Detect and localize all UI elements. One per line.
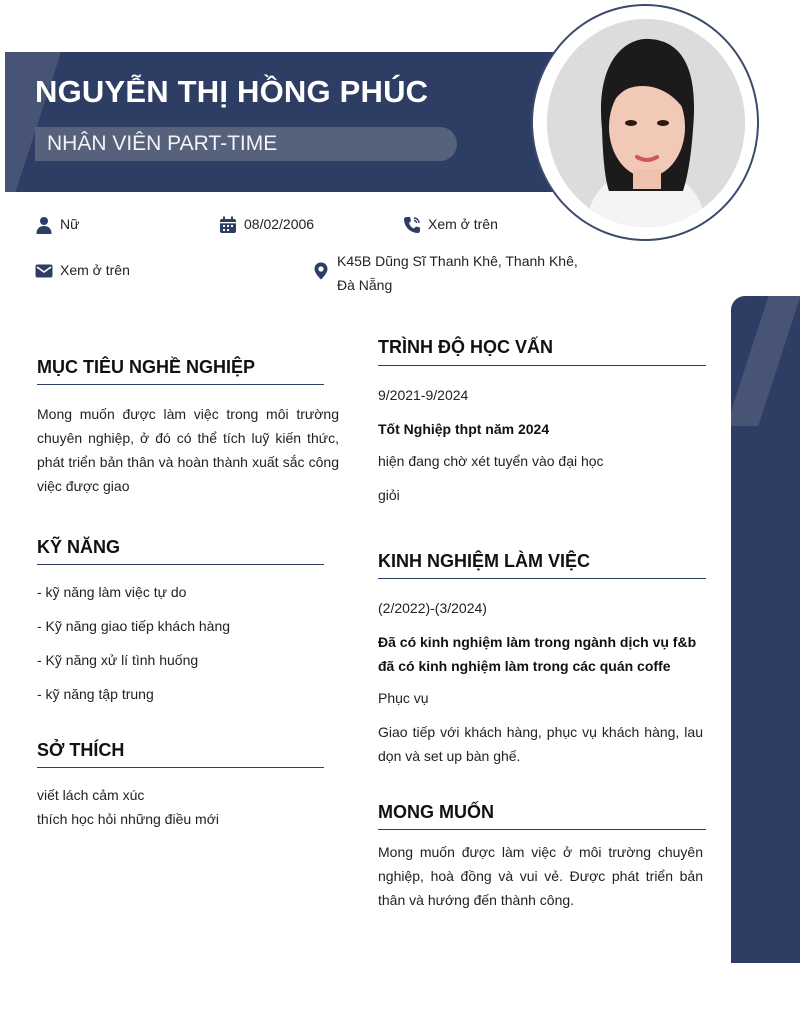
experience-headline: Đã có kinh nghiệm làm trong ngành dịch vụ f&b	[378, 634, 697, 650]
candidate-name: NGUYỄN THỊ HỒNG PHÚC	[35, 74, 429, 109]
person-icon	[35, 216, 53, 234]
hobby-item: viết lách cảm xúc	[37, 787, 145, 803]
contact-address	[312, 252, 587, 297]
calendar-icon	[219, 216, 237, 234]
contact-gender	[35, 215, 79, 236]
contact-email[interactable]	[35, 261, 130, 282]
experience-period: (2/2022)-(3/2024)	[378, 600, 487, 616]
skill-item: - Kỹ năng giao tiếp khách hàng	[37, 618, 231, 634]
phone-icon	[403, 216, 421, 234]
education-grade: giỏi	[378, 487, 400, 503]
education-degree: Tốt Nghiệp thpt năm 2024	[378, 421, 550, 437]
education-title: TRÌNH ĐỘ HỌC VẤN	[378, 337, 553, 357]
education-period: 9/2021-9/2024	[378, 387, 469, 403]
objective-text: Mong muốn được làm việc trong môi trường chuyên nghiệp, ở đó có thể tích luỹ kiến thức, phát triển bản thân và hoàn thành xuất sắc công việc được giao	[37, 406, 339, 494]
banner-decoration	[5, 52, 67, 192]
experience-divider	[378, 578, 706, 579]
contact-phone[interactable]	[403, 215, 498, 236]
skill-item: - kỹ năng làm việc tự do	[37, 584, 187, 600]
job-title: NHÂN VIÊN PART-TIME	[47, 132, 278, 155]
side-bar-decoration	[731, 296, 800, 426]
profile-photo	[547, 19, 745, 227]
birthday-text: 08/02/2006	[244, 216, 315, 232]
experience-description: Giao tiếp với khách hàng, phục vụ khách hàng, lau dọn và set up bàn ghế.	[378, 724, 703, 764]
aspiration-divider	[378, 829, 706, 830]
envelope-icon	[35, 262, 53, 280]
hobby-item: thích học hỏi những điều mới	[37, 811, 219, 827]
address-line-1: K45B Dũng Sĩ Thanh Khê, Thanh Khê,	[337, 253, 578, 269]
experience-position: Phục vụ	[378, 690, 429, 706]
phone-text: Xem ở trên	[428, 216, 498, 232]
education-status: hiện đang chờ xét tuyển vào đại học	[378, 453, 604, 469]
experience-title: KINH NGHIỆM LÀM VIỆC	[378, 551, 591, 571]
aspiration-text: Mong muốn được làm việc ở môi trường chuyên nghiệp, hoà đồng và vui vẻ. Được phát triển bản thân và hướng đến thành công.	[378, 844, 703, 908]
contact-birthday	[219, 215, 314, 236]
skill-item: - kỹ năng tập trung	[37, 686, 154, 702]
location-pin-icon	[312, 262, 330, 280]
address-line-2: Đà Nẵng	[337, 277, 393, 293]
skills-title: KỸ NĂNG	[37, 537, 121, 557]
education-divider	[378, 365, 706, 366]
email-text: Xem ở trên	[60, 262, 130, 278]
aspiration-title: MONG MUỐN	[378, 802, 494, 822]
skills-divider	[37, 564, 324, 565]
gender-text: Nữ	[60, 216, 80, 232]
role-pill	[35, 127, 457, 161]
hobbies-title: SỞ THÍCH	[37, 740, 125, 760]
photo-frame	[531, 4, 759, 241]
skill-item: - Kỹ năng xử lí tình huống	[37, 652, 199, 668]
side-decoration-bar	[731, 296, 800, 963]
header-banner	[5, 52, 565, 192]
objective-divider	[37, 384, 324, 385]
experience-headline: đã có kinh nghiệm làm trong các quán coffe	[378, 658, 671, 674]
objective-title: MỤC TIÊU NGHỀ NGHIỆP	[37, 357, 256, 377]
hobbies-divider	[37, 767, 324, 768]
